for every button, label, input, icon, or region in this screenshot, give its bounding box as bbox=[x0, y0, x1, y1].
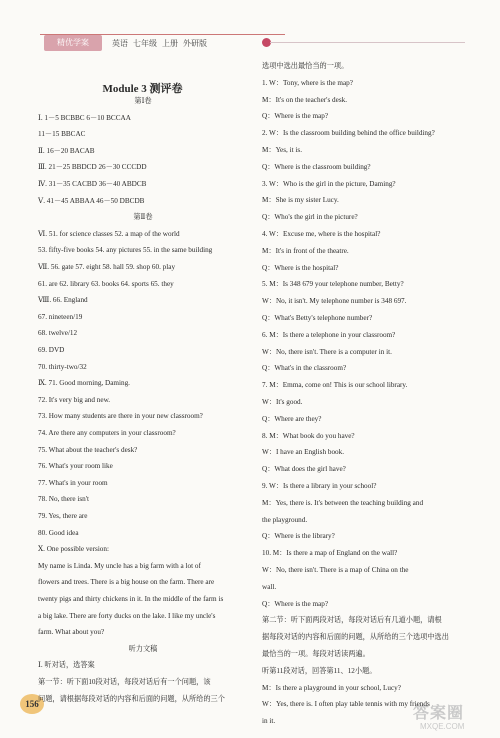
right-text-line: 8. M：What book do you have? bbox=[262, 431, 355, 440]
right-text-line: 听第11段对话，回答第11、12小题。 bbox=[262, 666, 377, 675]
right-text-line: 3. W：Who is the girl in the picture, Daming? bbox=[262, 179, 396, 188]
left-text-line: 69. DVD bbox=[38, 346, 65, 354]
right-text-line: 4. W：Excuse me, where is the hospital? bbox=[262, 230, 381, 238]
left-text-line: 75. What about the teacher's desk? bbox=[38, 445, 138, 454]
right-text-line: 选项中选出最恰当的一项。 bbox=[262, 62, 349, 70]
left-text-line: 听力文稿 bbox=[128, 644, 158, 653]
left-text-line: 61. are 62. library 63. books 64. sports 65. they bbox=[38, 279, 174, 288]
right-text-line: Q：Where is the map? bbox=[262, 112, 329, 121]
left-text-line: 第Ⅱ卷 bbox=[133, 213, 153, 222]
header-rule bbox=[270, 42, 465, 43]
left-text-line: My name is Linda. My uncle has a big farm with a lot of bbox=[38, 561, 201, 570]
right-text-line: Q：Where is the hospital? bbox=[262, 263, 339, 272]
left-text-line: 67. nineteen/19 bbox=[38, 312, 83, 321]
right-text-line: 1. W：Tony, where is the map? bbox=[262, 78, 353, 87]
right-text-line: the playground. bbox=[262, 515, 308, 524]
right-text-line: M：She is my sister Lucy. bbox=[262, 196, 339, 205]
left-text-line: 68. twelve/12 bbox=[38, 329, 78, 338]
left-text-line: Ⅲ. 21－25 BBDCD 26－30 CCCDD bbox=[38, 163, 147, 172]
right-text-line: 6. M：Is there a telephone in your classroom? bbox=[262, 330, 396, 339]
right-text-line: Q：Who's the girl in the picture? bbox=[262, 213, 358, 222]
right-text-line: Q：Where is the map? bbox=[262, 599, 329, 608]
left-text-line: 53. fifty-five books 54. any pictures 55. in the same building bbox=[38, 246, 213, 255]
left-text-line: Ⅰ. 1－5 BCBBC 6－10 BCCAA bbox=[38, 113, 131, 122]
left-text-line: 70. thirty-two/32 bbox=[38, 362, 87, 371]
right-text-line: Q：What's Betty's telephone number? bbox=[262, 314, 373, 322]
right-text-line: 7. M：Emma, come on! This is our school library. bbox=[262, 381, 408, 390]
right-text-line: Q：Where is the classroom building? bbox=[262, 162, 371, 171]
right-text-line: W：No, there isn't. There is a computer in it. bbox=[262, 347, 392, 356]
right-text-line: 2. W：Is the classroom building behind the office building? bbox=[262, 129, 435, 138]
left-text-line: Ⅹ. One possible version: bbox=[38, 545, 109, 554]
right-text-line: 最恰当的一项。每段对话读两遍。 bbox=[262, 650, 370, 658]
right-text-line: Q：What does the girl have? bbox=[262, 465, 346, 474]
book-meta: 英语 七年级 上册 外研版 bbox=[112, 39, 207, 48]
series-tag: 精优学案 bbox=[44, 35, 102, 51]
left-text-line: 73. How many students are there in your new classroom? bbox=[38, 412, 203, 421]
right-text-line: M：It's on the teacher's desk. bbox=[262, 95, 348, 104]
left-text-line: 77. What's in your room bbox=[38, 478, 108, 487]
right-text-line: 9. W：Is there a library in your school? bbox=[262, 482, 377, 490]
left-text-line: Ⅰ. 听对话，选答案 bbox=[38, 661, 95, 670]
watermark-logo: 答案圈 bbox=[413, 705, 465, 722]
left-text-line: 78. No, there isn't bbox=[38, 495, 90, 504]
left-text-line: twenty pigs and thirty chickens in it. In the middle of the farm is bbox=[38, 595, 224, 603]
right-text-line: 5. M：Is 348 679 your telephone number, Betty? bbox=[262, 280, 404, 289]
left-text-line: a big lake. There are forty ducks on the lake. I like my uncle's bbox=[38, 611, 216, 620]
left-text-line: Ⅳ. 31－35 CACBD 36－40 ABDCB bbox=[38, 180, 147, 188]
right-text-line: M：Is there a playground in your school, Lucy? bbox=[262, 683, 401, 692]
left-text-line: 72. It's very big and new. bbox=[38, 395, 111, 404]
page-number: 156 bbox=[20, 694, 44, 714]
right-text-line: Q：Where are they? bbox=[262, 414, 322, 423]
right-text-line: in it. bbox=[262, 717, 276, 726]
left-text-line: farm. What about you? bbox=[38, 628, 105, 637]
right-text-line: Q：Where is the library? bbox=[262, 532, 335, 541]
right-text-line: W：Yes, there is. I often play table tennis with my friends bbox=[262, 700, 430, 709]
right-text-line: M：Yes, there is. It's between the teaching building and bbox=[262, 498, 424, 507]
right-text-line: W：No, it isn't. My telephone number is 348 697. bbox=[262, 297, 407, 306]
left-text-line: 76. What's your room like bbox=[38, 462, 113, 471]
right-text-line: M：Yes, it is. bbox=[262, 146, 303, 154]
left-text-line: Ⅷ. 66. England bbox=[38, 296, 88, 305]
right-text-line: W：It's good. bbox=[262, 398, 303, 406]
left-text-line: Ⅴ. 41－45 ABBAA 46－50 DBCDB bbox=[38, 196, 145, 205]
left-text-line: 第Ⅰ卷 bbox=[134, 97, 152, 105]
right-text-line: W：No, there isn't. There is a map of China on the bbox=[262, 566, 409, 574]
left-text-line: 80. Good idea bbox=[38, 528, 79, 537]
left-text-line: 11－15 BBCAC bbox=[38, 130, 86, 139]
left-text-line: Ⅵ. 51. for science classes 52. a map of the world bbox=[38, 229, 180, 238]
right-text-line: 第二节：听下面两段对话，每段对话后有几道小题，请根 bbox=[262, 616, 442, 625]
left-text-line: 问题，请根据每段对话的内容和后面的问题，从所给的三个 bbox=[38, 694, 225, 703]
left-text-line: flowers and trees. There is a big house on the farm. There are bbox=[38, 578, 215, 587]
left-text-line: 第一节：听下面10段对话，每段对话后有一个问题，该 bbox=[38, 678, 211, 686]
right-text-line: M：It's in front of the theatre. bbox=[262, 246, 349, 255]
right-text-line: wall. bbox=[262, 582, 277, 591]
watermark-url: MXQE.COM bbox=[420, 722, 465, 731]
right-text-line: W：I have an English book. bbox=[262, 448, 345, 457]
right-text-line: 据每段对话的内容和后面的问题，从所给的三个选项中选出 bbox=[262, 633, 449, 642]
left-text-line: Ⅱ. 16－20 BACAB bbox=[38, 146, 95, 155]
right-text-line: 10. M：Is there a map of England on the wall? bbox=[262, 549, 398, 558]
page-title: Module 3 测评卷 bbox=[102, 83, 183, 95]
left-text-line: Ⅶ. 56. gate 57. eight 58. hall 59. shop 60. play bbox=[38, 263, 176, 271]
left-text-line: 79. Yes, there are bbox=[38, 512, 88, 520]
left-text-line: Ⅸ. 71. Good morning, Daming. bbox=[38, 379, 130, 388]
left-text-line: 74. Are there any computers in your classroom? bbox=[38, 429, 176, 437]
right-text-line: Q：What's in the classroom? bbox=[262, 364, 347, 373]
